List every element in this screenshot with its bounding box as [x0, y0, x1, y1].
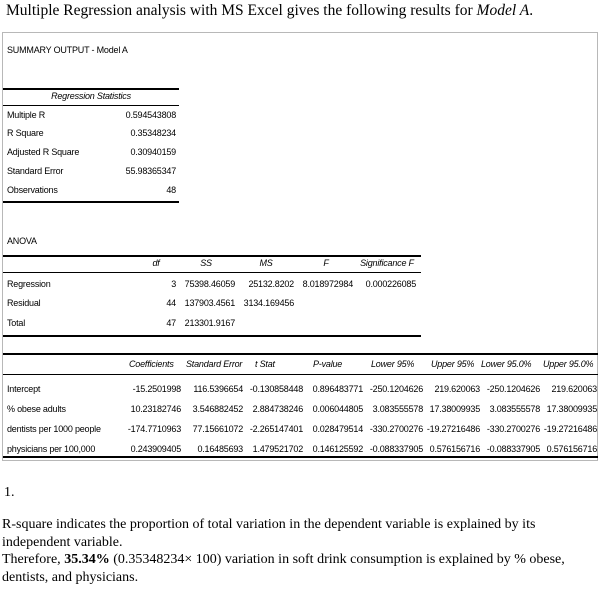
coef-value: -0.088337905	[369, 444, 423, 454]
coef-bottom-rule	[3, 456, 598, 458]
coef-value: 219.620063	[434, 384, 480, 394]
regstats-label: Standard Error	[7, 166, 64, 176]
anova-f: 8.018972984	[302, 279, 353, 289]
intro-text	[6, 2, 533, 20]
explanation	[2, 516, 600, 586]
coef-value: 0.006044805	[312, 404, 363, 414]
anova-header: SS	[200, 258, 212, 268]
explanation-suffix: variation in soft drink consumption is explained by % obese, dentists, and physicians.	[2, 552, 565, 585]
coef-header: Lower 95.0%	[481, 359, 532, 369]
coef-value: -0.088337905	[486, 444, 540, 454]
anova-header: F	[323, 258, 329, 268]
coef-value: 219.620063	[551, 384, 597, 394]
coef-header: t Stat	[255, 359, 275, 369]
regstats-value: 55.98365347	[125, 166, 176, 176]
regstats-header-rule	[3, 105, 179, 106]
anova-row-label: Total	[7, 318, 26, 328]
question-number: 1.	[4, 485, 15, 500]
regstats-label: R Square	[7, 128, 44, 138]
coef-value: 3.083555578	[489, 404, 540, 414]
coef-row-label: % obese adults	[7, 404, 66, 414]
regstats-bottom-rule	[3, 201, 179, 203]
anova-ss: 75398.46059	[184, 279, 235, 289]
anova-bottom-rule	[3, 335, 421, 337]
anova-header-rule	[3, 272, 421, 273]
coef-value: 0.896483771	[312, 384, 363, 394]
coef-value: 0.243909405	[130, 444, 181, 454]
coef-value: 0.146125592	[312, 444, 363, 454]
coef-row-label: dentists per 1000 people	[7, 424, 101, 434]
coef-header: Lower 95%	[371, 359, 415, 369]
coef-value: -19.27216486	[426, 424, 480, 434]
coef-value: -250.1204626	[369, 384, 423, 394]
intro-before: Multiple Regression analysis with MS Excel gives the following results for	[6, 2, 477, 19]
coef-top-rule	[3, 353, 598, 355]
coef-header-rule	[3, 374, 598, 375]
anova-header: Significance F	[360, 258, 414, 268]
excel-output-panel	[2, 32, 598, 461]
coef-value: -0.130858448	[249, 384, 303, 394]
coef-value: -330.2700276	[486, 424, 540, 434]
intro-after: .	[529, 2, 534, 19]
coef-header: Upper 95.0%	[543, 359, 594, 369]
regstats-label: Adjusted R Square	[7, 147, 80, 157]
explanation-line-2	[2, 551, 600, 586]
coef-value: -250.1204626	[486, 384, 540, 394]
anova-top-rule	[3, 255, 421, 257]
regstats-value: 0.594543808	[125, 110, 176, 120]
regstats-label: Observations	[7, 185, 58, 195]
anova-ss: 137903.4561	[184, 298, 235, 308]
explanation-calc: (0.35348234× 100)	[109, 552, 222, 567]
coef-value: 17.38009935	[429, 404, 480, 414]
regstats-label: Multiple R	[7, 110, 46, 120]
coef-value: 0.16485693	[197, 444, 243, 454]
anova-df: 44	[166, 298, 176, 308]
regstats-top-rule	[3, 88, 179, 90]
anova-df: 47	[166, 318, 176, 328]
regstats-value: 48	[166, 185, 176, 195]
anova-row-label: Residual	[7, 298, 41, 308]
regstats-value: 0.35348234	[130, 128, 176, 138]
coef-value: 17.38009935	[546, 404, 597, 414]
intro-model: Model A	[476, 2, 530, 19]
coef-value: 116.5396654	[193, 384, 243, 394]
coef-value: 3.083555578	[372, 404, 423, 414]
r-square-percent: 35.34%	[64, 552, 110, 567]
explanation-line-1: R-square indicates the proportion of total variation in the dependent variable is explained by its independent variable.	[2, 517, 536, 550]
anova-sigf: 0.000226085	[365, 279, 416, 289]
coef-value: 2.884738246	[252, 404, 303, 414]
coef-value: 3.546882452	[192, 404, 243, 414]
coef-value: -19.27216486	[543, 424, 597, 434]
anova-title: ANOVA	[7, 236, 37, 246]
coef-value: -2.265147401	[249, 424, 303, 434]
coef-header: Standard Error	[186, 359, 243, 369]
coef-value: -330.2700276	[369, 424, 423, 434]
anova-ms: 25132.8202	[248, 279, 294, 289]
anova-header: MS	[259, 258, 273, 268]
coef-row-label: physicians per 100,000	[7, 444, 96, 454]
regstats-value: 0.30940159	[130, 147, 176, 157]
coef-value: 1.479521702	[252, 444, 303, 454]
coef-value: 0.576156716	[429, 444, 480, 454]
summary-title: SUMMARY OUTPUT - Model A	[7, 45, 128, 55]
anova-ms: 3134.169456	[243, 298, 294, 308]
coef-row-label: Intercept	[7, 384, 41, 394]
coef-value: -15.2501998	[132, 384, 181, 394]
coef-value: -174.7710963	[127, 424, 181, 434]
coef-value: 0.028479514	[312, 424, 363, 434]
anova-ss: 213301.9167	[184, 318, 235, 328]
regstats-header: Regression Statistics	[51, 91, 131, 101]
anova-row-label: Regression	[7, 279, 51, 289]
coef-header: Upper 95%	[431, 359, 475, 369]
coef-value: 0.576156716	[546, 444, 597, 454]
explanation-prefix: Therefore,	[2, 552, 65, 567]
anova-df: 3	[171, 279, 176, 289]
coef-value: 77.15661072	[192, 424, 243, 434]
coef-header: Coefficients	[129, 359, 174, 369]
coef-header: P-value	[313, 359, 343, 369]
anova-header: df	[152, 258, 160, 268]
coef-value: 10.23182746	[130, 404, 181, 414]
